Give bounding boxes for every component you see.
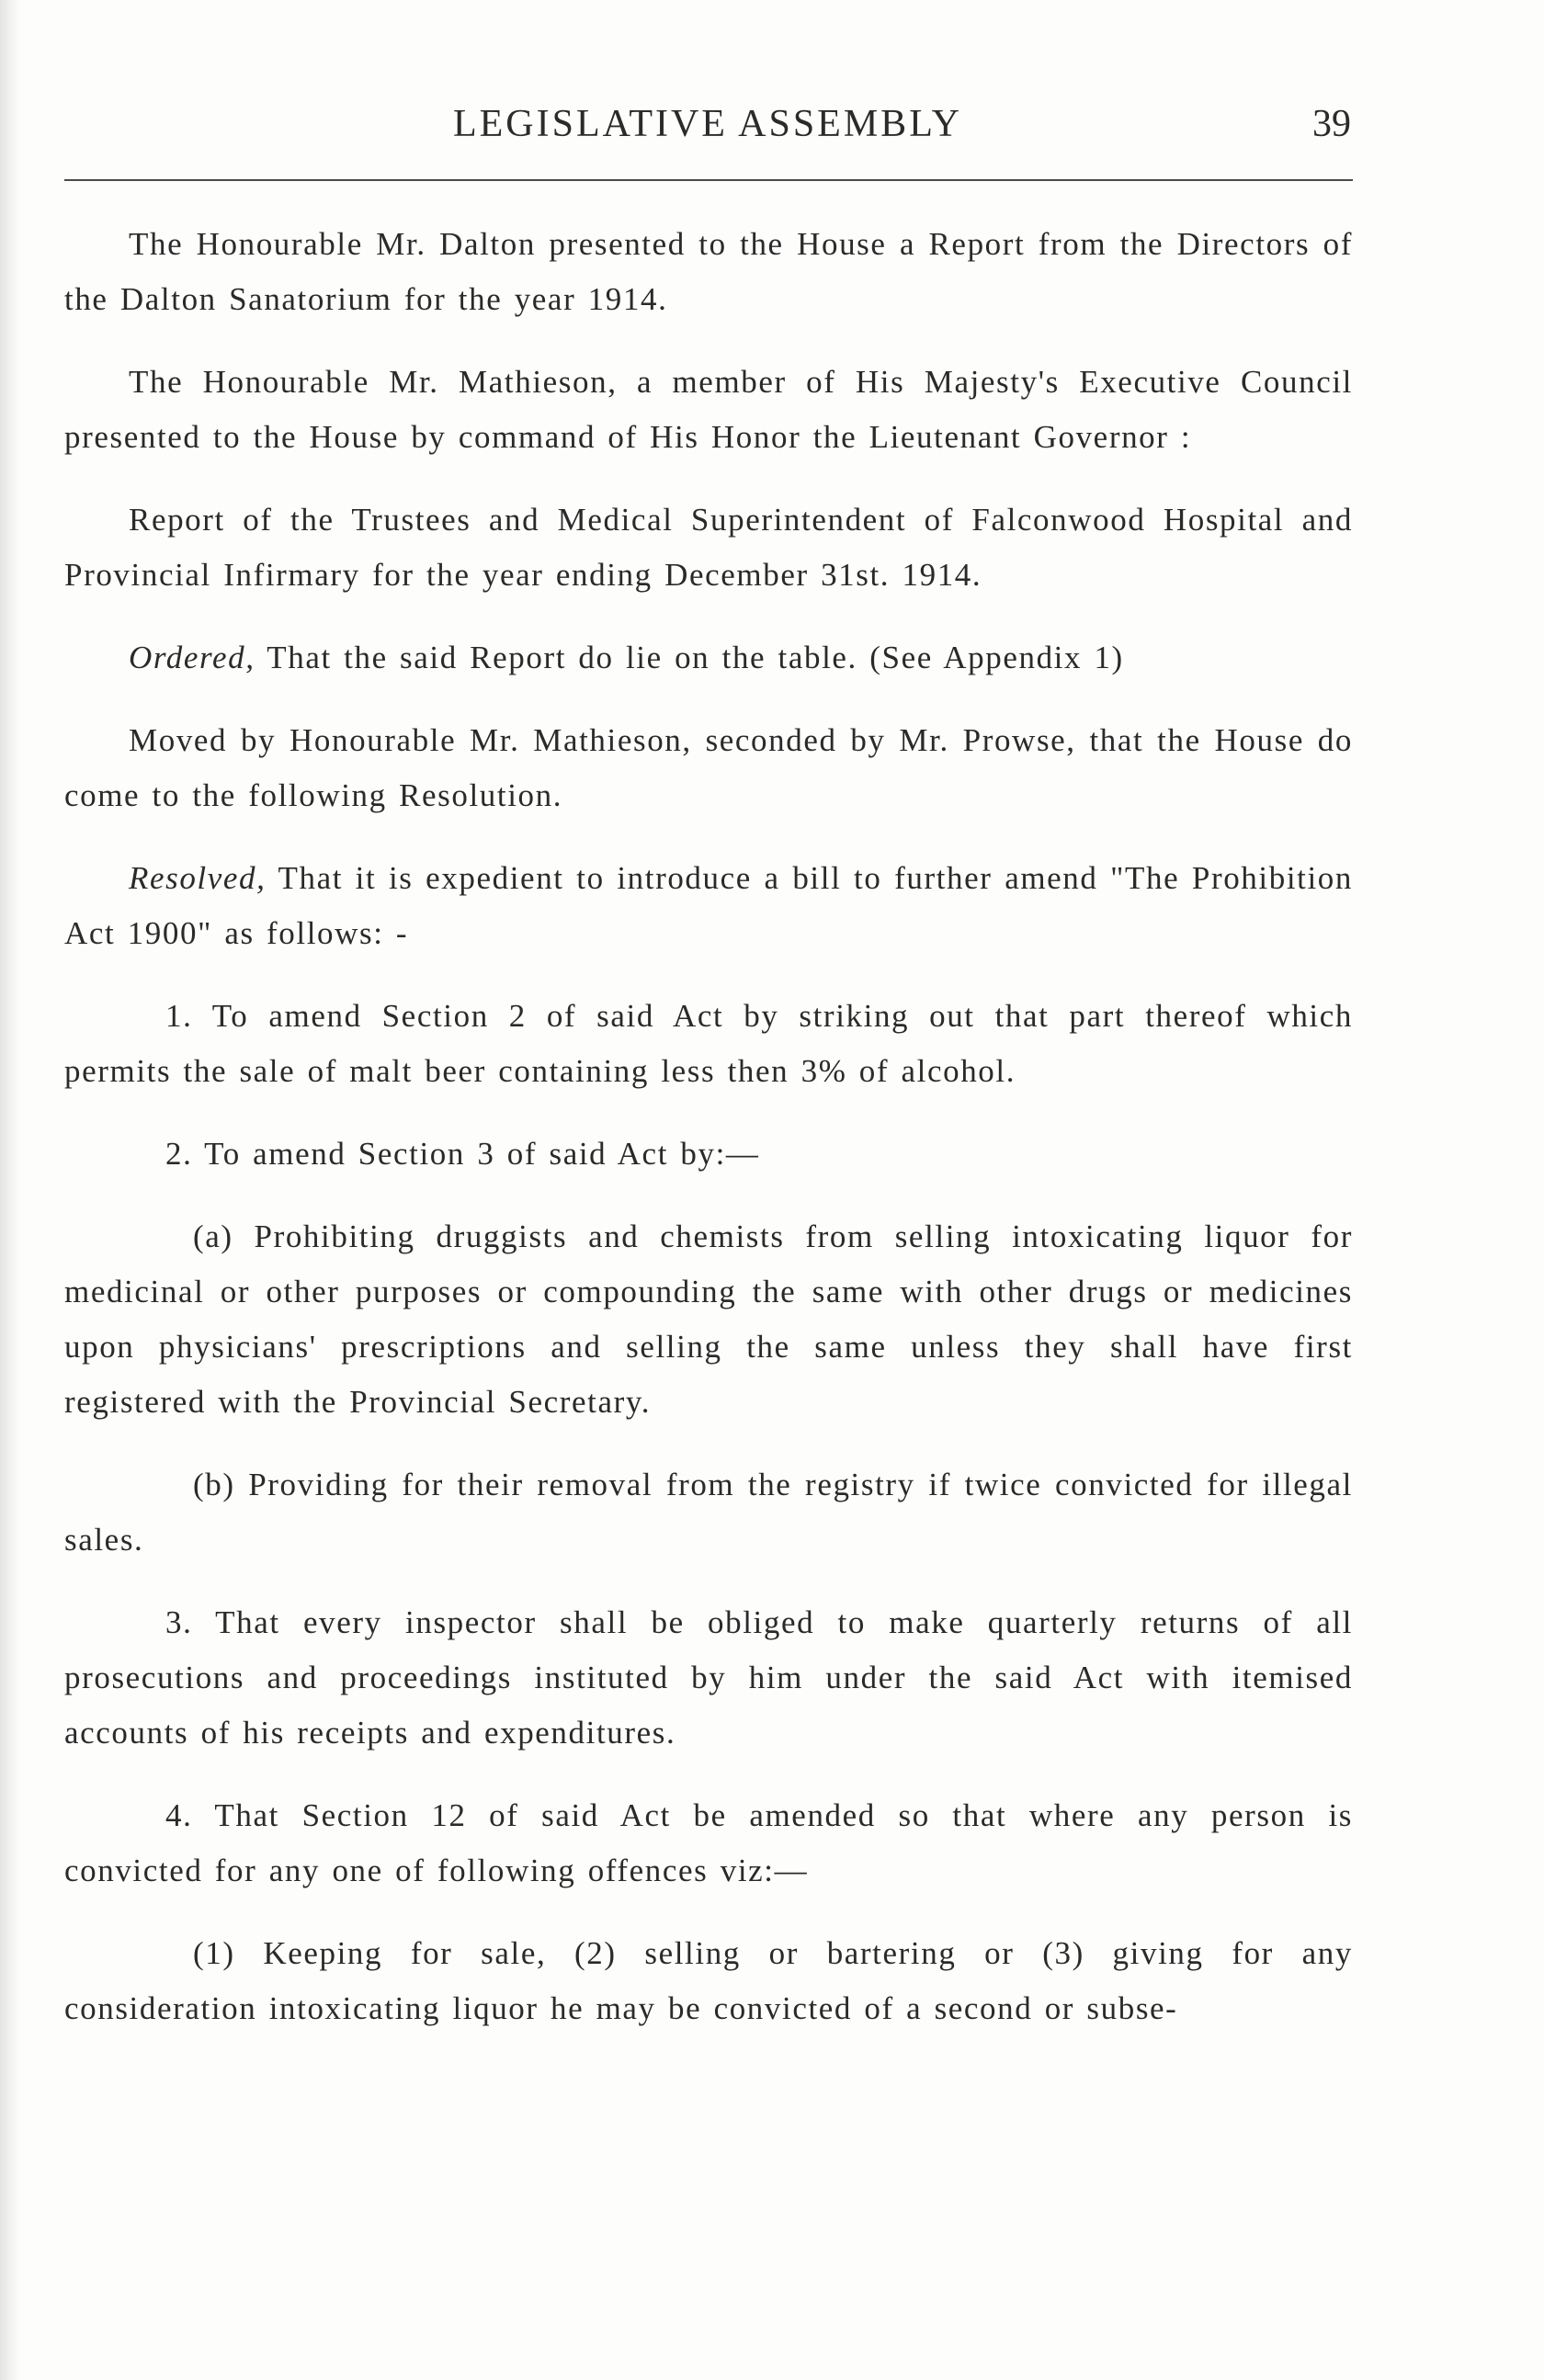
- paragraph-mathieson-presented: [64, 355, 1353, 465]
- paragraph-text: (1) Keeping for sale, (2) selling or bartering or (3) giving for any consideration intoxicating liquor he may be convicted of a second or subse-: [64, 1935, 1353, 2026]
- page-body: [64, 217, 1353, 2064]
- paragraph-text: Moved by Honourable Mr. Mathieson, seconded by Mr. Prowse, that the House do come to the following Resolution.: [64, 722, 1353, 813]
- paragraph-item-2: [64, 1127, 1353, 1182]
- paragraph-text: Report of the Trustees and Medical Superintendent of Falconwood Hospital and Provincial Infirmary for the year ending December 31st. 1914.: [64, 502, 1353, 593]
- paragraph-ordered: [64, 630, 1353, 686]
- page-number: 39: [1312, 103, 1351, 145]
- paragraph-text: 2. To amend Section 3 of said Act by:—: [165, 1136, 760, 1172]
- paragraph-text: That it is expedient to introduce a bill to further amend "The Prohibition Act 1900" as follows: -: [64, 860, 1353, 951]
- paragraph-dalton-report: [64, 217, 1353, 327]
- paragraph-text: 1. To amend Section 2 of said Act by striking out that part thereof which permits the sale of malt beer containing less then 3% of alcohol.: [64, 998, 1353, 1089]
- paragraph-text: (a) Prohibiting druggists and chemists from selling intoxicating liquor for medicinal or other purposes or compounding the same with other drugs or medicines upon physicians' prescriptions and selling the same unless they shall have first registered with the Provincial Secretary.: [64, 1218, 1353, 1420]
- paragraph-falconwood-report: [64, 493, 1353, 603]
- paragraph-text: The Honourable Mr. Mathieson, a member of His Majesty's Executive Council presented to the House by command of His Honor the Lieutenant Governor :: [64, 364, 1353, 455]
- paragraph-moved: [64, 713, 1353, 823]
- paragraph-item-4: [64, 1788, 1353, 1898]
- paragraph-lead-italic: Resolved,: [129, 860, 267, 896]
- paragraph-text: 3. That every inspector shall be obliged to make quarterly returns of all prosecutions and proceedings instituted by him under the said Act with itemised accounts of his receipts and expenditures.: [64, 1604, 1353, 1751]
- page-header: [64, 96, 1351, 152]
- paragraph-item-2a: [64, 1209, 1353, 1430]
- paragraph-resolved: [64, 851, 1353, 961]
- paragraph-text: (b) Providing for their removal from the registry if twice convicted for illegal sales.: [64, 1467, 1353, 1558]
- paragraph-item-3: [64, 1595, 1353, 1761]
- paragraph-text: That the said Report do lie on the table. (See Appendix 1): [255, 640, 1124, 675]
- paragraph-text: The Honourable Mr. Dalton presented to the House a Report from the Directors of the Dalton Sanatorium for the year 1914.: [64, 226, 1353, 317]
- paragraph-lead-italic: Ordered,: [129, 640, 255, 675]
- header-rule: [64, 179, 1353, 181]
- paragraph-item-2b: [64, 1457, 1353, 1568]
- paragraph-item-1: [64, 989, 1353, 1099]
- running-head: LEGISLATIVE ASSEMBLY: [453, 103, 962, 145]
- page-edge-shadow: [0, 0, 20, 2380]
- paragraph-text: 4. That Section 12 of said Act be amended so that where any person is convicted for any one of following offences viz:—: [64, 1797, 1353, 1888]
- paragraph-offences: [64, 1926, 1353, 2036]
